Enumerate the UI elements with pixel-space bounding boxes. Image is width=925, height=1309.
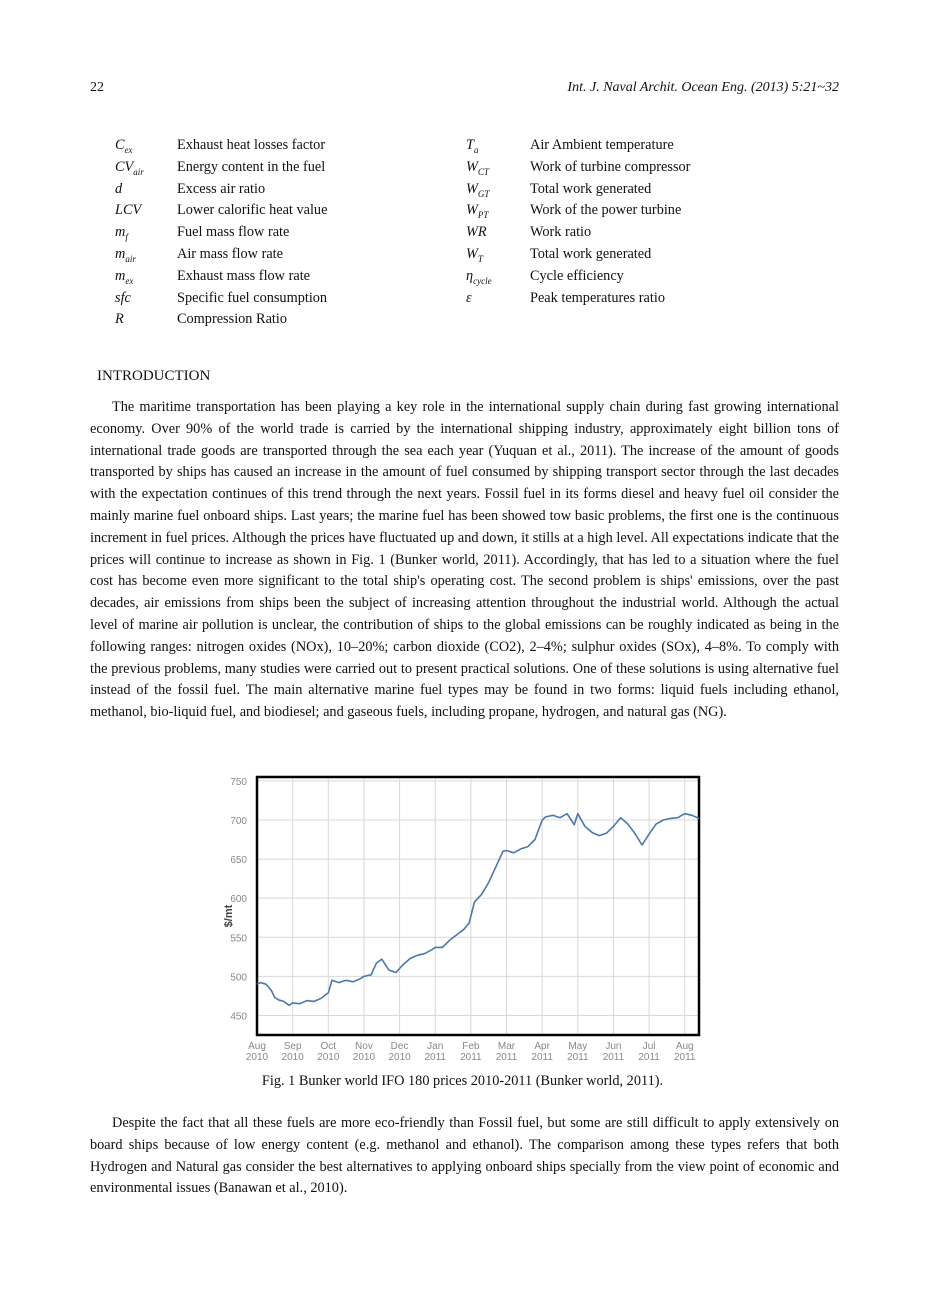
x-tick-month: Dec	[390, 1041, 409, 1052]
x-tick-year: 2011	[673, 1052, 696, 1063]
nomenclature-description: Exhaust mass flow rate	[177, 267, 311, 284]
nomenclature-symbol: $m_f$	[115, 224, 128, 243]
nomenclature-row	[115, 222, 327, 244]
x-tick-month: Aug	[675, 1041, 694, 1052]
nomenclature-symbol: $W_{PT}$	[466, 202, 489, 221]
nomenclature-symbol: $\eta_{cycle}$	[466, 267, 492, 286]
x-tick-year: 2011	[602, 1052, 625, 1063]
nomenclature-row	[466, 244, 690, 266]
x-tick-year: 2010	[245, 1052, 269, 1063]
x-tick-month: Nov	[355, 1041, 373, 1052]
y-tick-label: 600	[230, 894, 247, 906]
x-tick-year: 2010	[352, 1052, 376, 1063]
x-tick-year: 2011	[531, 1052, 553, 1063]
nomenclature-row	[115, 266, 327, 288]
nomenclature-row	[115, 200, 327, 222]
chart-svg	[220, 770, 710, 1070]
nomenclature-description: Air mass flow rate	[177, 245, 284, 262]
nomenclature-symbol: $W_{GT}$	[466, 180, 490, 199]
x-tick-year: 2011	[638, 1052, 660, 1063]
nomenclature-description: Total work generated	[530, 180, 652, 197]
nomenclature-row	[466, 157, 690, 179]
nomenclature-description: Total work generated	[530, 245, 652, 262]
nomenclature-symbol: $m_{ex}$	[115, 267, 134, 286]
nomenclature-symbol: $T_a$	[466, 137, 479, 155]
nomenclature-row	[466, 266, 690, 288]
nomenclature-symbol: WR	[466, 224, 487, 241]
nomenclature-description: Excess air ratio	[177, 180, 266, 197]
nomenclature-description: Exhaust heat losses factor	[177, 137, 326, 153]
nomenclature-row	[466, 135, 690, 157]
nomenclature-description: Work of turbine compressor	[530, 158, 691, 175]
nomenclature-row	[115, 135, 327, 157]
nomenclature-symbol: LCV	[115, 202, 142, 219]
nomenclature-description: Specific fuel consumption	[177, 289, 328, 306]
x-tick-month: Jul	[642, 1041, 656, 1052]
nomenclature-description: Air Ambient temperature	[530, 137, 674, 153]
journal-header: Int. J. Naval Archit. Ocean Eng. (2013) 5:21~32	[567, 80, 839, 95]
x-tick-year: 2010	[388, 1052, 411, 1063]
nomenclature-symbol: sfc	[115, 289, 131, 306]
nomenclature-symbol: $W_{CT}$	[466, 158, 489, 177]
x-tick-year: 2011	[460, 1052, 482, 1063]
nomenclature-description: Lower calorific heat value	[177, 202, 328, 219]
x-tick-month: Sep	[283, 1041, 302, 1052]
nomenclature-symbol: $CV_{air}$	[115, 158, 144, 177]
nomenclature-description: Work of the power turbine	[530, 202, 682, 219]
nomenclature-row	[115, 288, 327, 310]
nomenclature-row	[466, 200, 690, 222]
nomenclature-row	[115, 309, 327, 331]
y-tick-label: 550	[230, 933, 247, 945]
x-tick-year: 2011	[567, 1052, 589, 1063]
nomenclature-description: Fuel mass flow rate	[177, 224, 290, 241]
nomenclature-symbol: ε	[466, 289, 472, 306]
y-tick-label: 500	[230, 972, 247, 984]
y-tick-label: 700	[230, 816, 247, 827]
x-tick-year: 2011	[424, 1052, 446, 1063]
x-tick-month: Aug	[248, 1041, 266, 1052]
x-tick-year: 2010	[281, 1052, 304, 1063]
paragraph-intro-2: Despite the fact that all these fuels are more eco-friendly than Fossil fuel, but some are still difficult to apply extensively on board ships because of low energy content (e.g. methanol and ethanol). The comparison among these types refers that both Hydrogen and Natural gas consider the best alternatives to applying onboard ships specially from the view point of economic and environmental issues (Banawan et al., 2010).	[90, 1115, 839, 1197]
nomenclature-description: Cycle efficiency	[530, 267, 624, 284]
page-number: 22	[90, 80, 104, 95]
nomenclature-symbol: R	[115, 311, 124, 328]
nomenclature-description: Energy content in the fuel	[177, 158, 326, 175]
section-title: INTRODUCTION	[97, 368, 211, 384]
figure-caption: Fig. 1 Bunker world IFO 180 prices 2010-2011 (Bunker world, 2011).	[261, 1073, 664, 1089]
nomenclature-row	[466, 179, 690, 201]
x-tick-month: Oct	[320, 1041, 337, 1052]
nomenclature-right	[466, 135, 690, 309]
y-tick-label: 750	[230, 776, 247, 788]
x-tick-month: Jan	[427, 1041, 444, 1052]
nomenclature-row	[115, 179, 327, 201]
nomenclature-row	[466, 222, 690, 244]
nomenclature-symbol: $C_{ex}$	[115, 137, 133, 155]
y-tick-label: 650	[230, 855, 247, 867]
bunker-price-chart	[220, 770, 710, 1070]
nomenclature-description: Peak temperatures ratio	[530, 289, 665, 306]
nomenclature-row	[466, 288, 690, 310]
paragraph-intro-1: The maritime transportation has been playing a key role in the international supply chain during fast growing international economy. Over 90% of the world trade is carried by the international shipping industry, approximately eight billion tons of international trade goods are transported through the sea each year (Yuquan et al., 2011). The increase of the amount of goods transported by ships has caused an increase in the amount of fuel consumed by shipping transport sector through the last decades with the expectation continues of this trend through the next years. Fossil fuel in its forms diesel and heavy fuel oil consider the mainly marine fuel onboard ships. Last years; the marine fuel has been showed tow basic problems, the first one is the continuous increment in fuel prices. Although the prices have fluctuated up and down, it stills at a high level. All expectations indicate that the prices will continue to increase as shown in Fig. 1 (Bunker world, 2011). Accordingly, that has led to a situation where the fuel cost has become even more significant to the total ship's operating cost. The second problem is ships' emissions, over the past decades, air emissions from ships been the subject of increasing attention throughout the industrial world. Although the actual level of marine air pollution is unclear, the contribution of ships to the global emissions can be roughly indicated as being in the following ranges: nitrogen oxides (NOx), 10–20%; carbon dioxide (CO2), 2–4%; sulphur oxides (SOx), 4–8%. To comply with the previous problems, many studies were carried out to present practical solutions. One of these solutions is using alternative fuel instead of the fossil fuel. The main alternative marine fuel types may be found in two forms: liquid fuels including ethanol, methanol, bio-liquid fuel, and biodiesel; and gaseous fuels, including propane, hydrogen, and natural gas (NG).	[90, 399, 839, 721]
nomenclature-description: Compression Ratio	[177, 311, 288, 328]
nomenclature-symbol: $W_T$	[466, 245, 483, 264]
nomenclature-symbol: $m_{air}$	[115, 245, 136, 264]
nomenclature-description: Work ratio	[530, 224, 592, 241]
x-tick-month: Apr	[534, 1041, 550, 1052]
x-tick-month: Jun	[605, 1041, 622, 1052]
x-tick-month: Mar	[497, 1041, 516, 1052]
nomenclature-row	[115, 157, 327, 179]
x-tick-month: Feb	[462, 1041, 480, 1052]
nomenclature-symbol: d	[115, 180, 123, 197]
x-tick-year: 2010	[317, 1052, 340, 1063]
nomenclature-row	[115, 244, 327, 266]
y-tick-label: 450	[230, 1011, 247, 1023]
y-axis-label: $/mt	[223, 904, 235, 928]
x-tick-month: May	[568, 1041, 588, 1052]
x-tick-year: 2011	[495, 1052, 518, 1063]
nomenclature-left	[115, 135, 327, 331]
